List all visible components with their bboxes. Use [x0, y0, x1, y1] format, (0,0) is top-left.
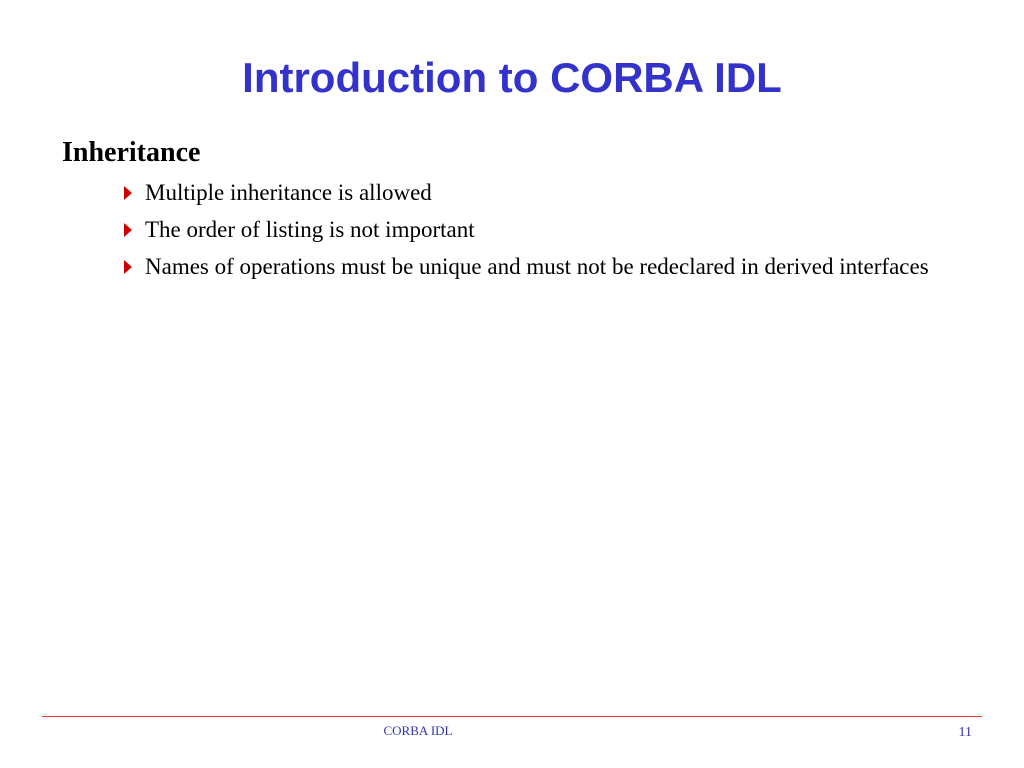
section-heading: Inheritance — [62, 137, 201, 168]
bullet-item — [0, 252, 1024, 282]
triangle-bullet-icon — [124, 260, 132, 274]
page-number: 11 — [958, 725, 972, 740]
bullet-text: The order of listing is not important — [145, 217, 475, 242]
triangle-bullet-icon — [124, 186, 132, 200]
footer-divider — [42, 716, 982, 717]
bullet-text: Multiple inheritance is allowed — [145, 180, 432, 205]
bullet-text: Names of operations must be unique and must not be redeclared in derived interfaces — [145, 254, 929, 279]
bullet-list — [0, 178, 1024, 289]
bullet-item — [0, 178, 1024, 208]
slide-title: Introduction to CORBA IDL — [242, 54, 782, 101]
footer-title: CORBA IDL — [383, 723, 453, 738]
bullet-item — [0, 215, 1024, 245]
triangle-bullet-icon — [124, 223, 132, 237]
